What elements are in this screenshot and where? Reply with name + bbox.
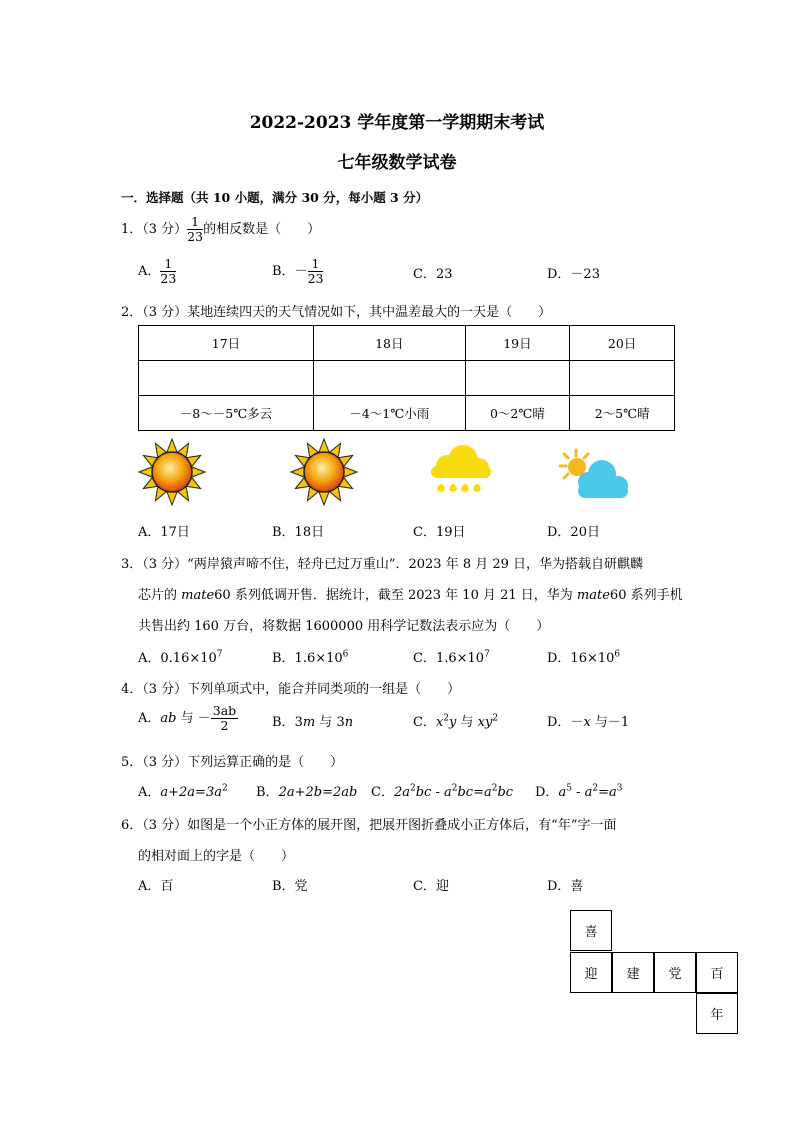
q1-opt-a-fraction — [160, 257, 176, 286]
q4-opt-a-den: 2 — [220, 718, 229, 733]
question-2: 2．（3 分）某地连续四天的天气情况如下，其中温差最大的一天是（ ） — [121, 305, 552, 320]
q2-option-c: C．19日 — [413, 525, 466, 540]
question-5: 5．（3 分）下列运算正确的是（ ） — [121, 755, 344, 770]
q4-opt-a-num: 3ab — [212, 703, 237, 718]
q3-option-a — [138, 647, 223, 666]
q5-opt-a-label: A． — [138, 785, 161, 800]
empty-cell — [465, 361, 570, 396]
q1-option-b — [272, 257, 323, 286]
q5-opt-a-expr: a+2a=3a — [160, 785, 222, 800]
q4-opt-a-mid: 与 — [176, 711, 198, 726]
day-cell: 20日 — [570, 326, 675, 361]
q4-opt-a-label: A． — [138, 711, 161, 726]
q3-option-c — [413, 647, 490, 666]
q5-opt-b-expr: 2a+2b=2ab — [278, 785, 358, 800]
q4-opt-b-coef: 3 — [336, 715, 345, 730]
q5-opt-c-exp: 2 — [491, 783, 498, 794]
q3-text: mate — [576, 588, 610, 603]
q3-option-b — [272, 647, 348, 666]
q4-opt-c-label: C． — [413, 715, 436, 730]
q3-option-d — [547, 647, 620, 666]
q1-suffix: 的相反数是（ ） — [203, 222, 321, 237]
q5-opt-a-exp: 2 — [221, 783, 228, 794]
q1-opt-b-sign: － — [294, 264, 308, 279]
q5-option-d — [535, 781, 622, 800]
q3-text: mate — [181, 588, 215, 603]
section-heading: 一．选择题（共 10 小题，满分 30 分，每小题 3 分） — [121, 190, 429, 205]
q3-opt-d-exp: 6 — [614, 649, 621, 660]
q1-option-a — [138, 257, 176, 286]
q3-opt-d-base: D．16×10 — [547, 651, 615, 666]
day-cell: 19日 — [465, 326, 570, 361]
q3-text: 芯片的 — [138, 588, 182, 603]
day-cell: 18日 — [313, 326, 465, 361]
q5-option-b — [256, 781, 357, 800]
question-6-line-1: 6．（3 分）如图是一个小正方体的展开图，把展开图折叠成小正方体后，有“年”字一面 — [121, 818, 617, 833]
weather-cell: －4～1℃小雨 — [313, 396, 465, 431]
net-cell-row: 百 — [696, 952, 738, 993]
q4-opt-c-var: xy — [477, 715, 493, 730]
weather-table — [138, 325, 675, 431]
q1-option-c: C．23 — [413, 267, 453, 282]
q6-option-d: D．喜 — [547, 879, 584, 894]
sun-icon — [138, 438, 206, 506]
question-3-line-3: 共售出约 160 万台，将数据 1600000 用科学记数法表示应为（ ） — [138, 619, 550, 634]
q5-option-a — [138, 781, 228, 800]
q4-opt-c-var: y — [449, 715, 457, 730]
q4-opt-b-label: B． — [272, 715, 295, 730]
q4-opt-d-rest: 与－1 — [590, 715, 630, 730]
q4-opt-b-var: m — [302, 715, 316, 730]
sun-icon — [290, 438, 358, 506]
q1-option-d: D．－23 — [547, 267, 600, 282]
exam-title: 2022-2023 学年度第一学期期末考试 — [249, 113, 545, 133]
net-cell-row: 党 — [654, 952, 696, 993]
question-6-line-2: 的相对面上的字是（ ） — [138, 849, 295, 864]
q1-opt-a-label: A． — [138, 264, 161, 279]
question-1 — [121, 215, 320, 244]
net-cell-top: 喜 — [570, 910, 612, 951]
q4-option-c — [413, 711, 498, 730]
q5-opt-d-exp: 2 — [592, 783, 599, 794]
q4-opt-c-var: x — [435, 715, 444, 730]
q3-opt-b-base: B．1.6×10 — [272, 651, 343, 666]
empty-cell — [570, 361, 675, 396]
rain-cloud-icon — [425, 442, 495, 504]
q5-option-c — [371, 781, 513, 800]
q4-opt-a-sign: － — [197, 711, 211, 726]
q1-opt-b-num: 1 — [308, 257, 324, 272]
net-cell-row: 建 — [612, 952, 654, 993]
q2-option-d: D．20日 — [547, 525, 600, 540]
q5-opt-b-label: B． — [256, 785, 279, 800]
q1-opt-b-den: 23 — [307, 271, 324, 286]
q4-opt-a-fraction — [211, 704, 238, 733]
day-cell: 17日 — [139, 326, 314, 361]
weather-cell: 2～5℃晴 — [570, 396, 675, 431]
q3-text: 60 系列低调开售．据统计，截至 2023 年 10 月 21 日，华为 — [214, 588, 577, 603]
q5-opt-c-label: C． — [371, 785, 394, 800]
q1-frac-num: 1 — [187, 215, 203, 230]
q1-opt-a-num: 1 — [160, 257, 176, 272]
q6-option-c: C．迎 — [413, 879, 449, 894]
q2-option-a: A．17日 — [138, 525, 190, 540]
q3-opt-a-base: A．0.16×10 — [138, 651, 217, 666]
q3-opt-b-exp: 6 — [342, 649, 349, 660]
q4-opt-c-exp: 2 — [492, 713, 499, 724]
q4-opt-b-mid: 与 — [315, 715, 337, 730]
question-3-line-2 — [138, 584, 683, 603]
q1-opt-a-den: 23 — [160, 271, 177, 286]
exam-subtitle: 七年级数学试卷 — [337, 153, 457, 173]
q1-prefix: 1．（3 分） — [121, 222, 188, 237]
partly-cloudy-icon — [552, 446, 632, 506]
q5-opt-d-part: a — [558, 785, 567, 800]
q3-text: 60 系列手机 — [609, 588, 683, 603]
empty-cell — [313, 361, 465, 396]
q4-opt-b-coef: 3 — [294, 715, 303, 730]
q5-opt-c-exp: 2 — [451, 783, 458, 794]
net-cell-bottom: 年 — [696, 993, 738, 1034]
q4-option-d — [547, 711, 629, 730]
q4-opt-b-var: n — [344, 715, 354, 730]
q5-opt-c-exp: 2 — [409, 783, 416, 794]
empty-cell — [139, 361, 314, 396]
q3-opt-c-exp: 7 — [484, 649, 490, 660]
q3-opt-a-exp: 7 — [216, 649, 223, 660]
net-cell-row: 迎 — [570, 952, 612, 993]
question-3-line-1: 3．（3 分）“两岸猿声啼不住，轻舟已过万重山”．2023 年 8 月 29 日，华为搭载自研麒麟 — [121, 557, 644, 572]
weather-cell: 0～2℃晴 — [465, 396, 570, 431]
q5-opt-c-part: 2a — [393, 785, 410, 800]
q4-opt-a-term: ab — [160, 711, 177, 726]
q4-option-a — [138, 704, 238, 733]
q5-opt-d-label: D． — [535, 785, 559, 800]
q2-option-b: B．18日 — [272, 525, 325, 540]
q1-frac-den: 23 — [187, 229, 204, 244]
q5-opt-d-exp: 5 — [566, 783, 572, 794]
q4-opt-c-mid: 与 — [456, 715, 478, 730]
q6-option-b: B．党 — [272, 879, 308, 894]
q4-opt-d-sign: － — [570, 715, 584, 730]
q5-opt-d-part: - a — [571, 785, 593, 800]
q4-opt-c-exp: 2 — [443, 713, 450, 724]
q3-opt-c-base: C．1.6×10 — [413, 651, 485, 666]
q6-option-a: A．百 — [138, 879, 174, 894]
q5-opt-d-part: =a — [598, 785, 617, 800]
q4-option-b — [272, 711, 353, 730]
q1-fraction — [187, 215, 203, 244]
q5-opt-c-part: bc=a — [457, 785, 492, 800]
q5-opt-c-part: bc — [497, 785, 514, 800]
weather-cell: －8～－5℃多云 — [139, 396, 314, 431]
q4-opt-d-var: x — [583, 715, 591, 730]
q5-opt-d-exp: 3 — [616, 783, 623, 794]
q1-opt-b-fraction — [308, 257, 324, 286]
q1-opt-b-label: B． — [272, 264, 295, 279]
question-4: 4．（3 分）下列单项式中，能合并同类项的一组是（ ） — [121, 682, 461, 697]
q5-opt-c-part: bc - a — [415, 785, 452, 800]
q4-opt-d-label: D． — [547, 715, 571, 730]
